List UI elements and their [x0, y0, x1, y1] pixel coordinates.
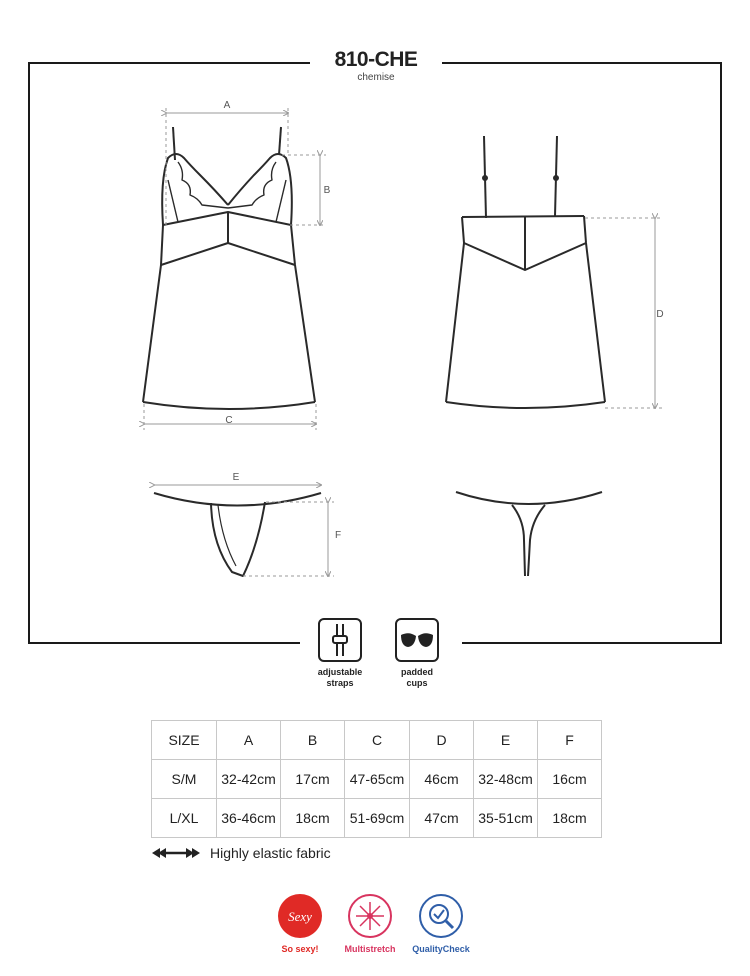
- table-header-cell: A: [217, 721, 281, 760]
- table-cell: 47cm: [410, 799, 474, 838]
- table-header-cell: SIZE: [152, 721, 217, 760]
- chemise-back-drawing: [446, 136, 605, 408]
- badge-so-sexy: [265, 894, 335, 954]
- feature-padded-cups: [387, 618, 447, 689]
- so-sexy-icon: [278, 894, 322, 938]
- dimension-lines-thong: [154, 485, 334, 576]
- table-cell: 32-48cm: [474, 760, 538, 799]
- elastic-arrows-icon: [150, 846, 202, 860]
- badge-multistretch: [335, 894, 405, 954]
- table-cell: S/M: [152, 760, 217, 799]
- label-f: F: [334, 530, 342, 541]
- feature-label-1b: straps: [326, 678, 354, 688]
- label-c: C: [225, 415, 233, 426]
- table-cell: 36-46cm: [217, 799, 281, 838]
- quality-check-icon: [419, 894, 463, 938]
- chemise-front-drawing: [143, 127, 315, 409]
- multistretch-icon: [348, 894, 392, 938]
- feature-adjustable-straps: [310, 618, 370, 689]
- table-row: [152, 799, 602, 838]
- thong-back-drawing: [456, 492, 602, 576]
- feature-icons: [300, 612, 462, 688]
- label-d: D: [656, 309, 664, 320]
- table-header-cell: F: [538, 721, 602, 760]
- feature-label-2b: cups: [406, 678, 428, 688]
- table-cell: 47-65cm: [345, 760, 410, 799]
- size-table: [151, 720, 602, 838]
- fabric-note-text: Highly elastic fabric: [210, 845, 331, 861]
- table-header-cell: D: [410, 721, 474, 760]
- table-row: [152, 760, 602, 799]
- badge-quality-check: [406, 894, 476, 954]
- fabric-note: [150, 843, 331, 863]
- table-cell: L/XL: [152, 799, 217, 838]
- table-header-cell: E: [474, 721, 538, 760]
- adjustable-straps-icon: [318, 618, 362, 662]
- table-cell: 51-69cm: [345, 799, 410, 838]
- badge-label-so-sexy: So sexy!: [281, 944, 319, 954]
- feature-label-2a: padded: [400, 667, 433, 677]
- table-header-row: [152, 721, 602, 760]
- so-sexy-mark: Sexy: [288, 909, 312, 924]
- table-cell: 17cm: [281, 760, 345, 799]
- label-a: A: [223, 100, 231, 111]
- table-cell: 32-42cm: [217, 760, 281, 799]
- badge-label-quality-check: QualityCheck: [412, 944, 470, 954]
- label-e: E: [232, 472, 240, 483]
- table-cell: 16cm: [538, 760, 602, 799]
- table-header-cell: C: [345, 721, 410, 760]
- table-cell: 46cm: [410, 760, 474, 799]
- dimension-lines-back: [585, 218, 662, 408]
- table-cell: 35-51cm: [474, 799, 538, 838]
- product-type: chemise: [357, 72, 395, 83]
- label-b: B: [323, 185, 331, 196]
- badge-label-multistretch: Multistretch: [344, 944, 396, 954]
- table-cell: 18cm: [281, 799, 345, 838]
- feature-label-1a: adjustable: [317, 667, 363, 677]
- padded-cups-icon: [395, 618, 439, 662]
- product-code: 810-CHE: [334, 48, 418, 71]
- table-cell: 18cm: [538, 799, 602, 838]
- table-header-cell: B: [281, 721, 345, 760]
- thong-front-drawing: [154, 493, 321, 576]
